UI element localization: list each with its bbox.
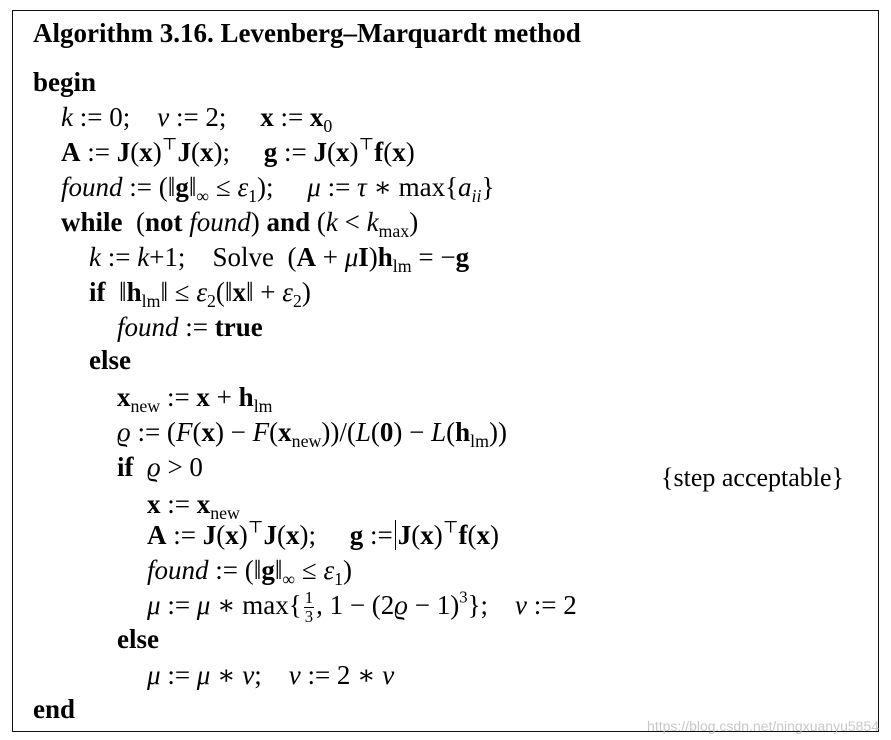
- line-end: [33, 693, 75, 725]
- line-if-stop: if $‖h_{lm}‖$ ≤ $\varepsilon_2(‖x‖ + \varepsilon_2)$: [89, 277, 311, 312]
- line-gain-ratio: ϱ := $(F(x) - F(x_{new}))/(L(0) - L(h_{lm}))$: [117, 417, 507, 452]
- line-x-new: $x_{new}$ := $x + h_{lm}$: [117, 382, 273, 417]
- keyword-true: true: [214, 312, 263, 342]
- word-max: max: [398, 172, 446, 202]
- line-else-outer: [89, 344, 131, 376]
- keyword-if: if: [117, 452, 134, 482]
- fraction-one-third: $\frac{1}{3}$: [304, 588, 314, 626]
- line-x-update: x := $x_{new}$: [147, 489, 240, 524]
- line-begin: [33, 66, 96, 98]
- keyword-while: while: [61, 207, 123, 237]
- word-found: found: [117, 312, 179, 342]
- keyword-else: else: [89, 345, 131, 375]
- watermark: https://blog.csdn.net/ningxuanyu5854: [647, 718, 879, 734]
- line-while: while (not found) and $(k < k_{max})$: [61, 207, 419, 242]
- keyword-else: else: [117, 624, 159, 654]
- line-init-k-nu-x: k := 0; ν := 2; x := $x_0$: [61, 102, 333, 137]
- line-else-inner: [117, 623, 159, 655]
- word-solve: Solve: [212, 242, 274, 272]
- keyword-end: end: [33, 694, 76, 724]
- line-found-true: found := true: [117, 312, 263, 342]
- algorithm-title: Algorithm 3.16. Levenberg–Marquardt method: [33, 18, 581, 48]
- algorithm-box: [12, 10, 879, 732]
- keyword-not: not: [145, 207, 183, 237]
- keyword-and: and: [266, 207, 311, 237]
- line-if-rho: if ϱ > 0: [117, 452, 203, 482]
- keyword-begin: begin: [33, 67, 97, 97]
- word-found: found: [189, 207, 251, 237]
- line-mu-nu-reject: μ := μ ∗ ν; ν := 2 ∗ ν: [147, 660, 395, 690]
- line-solve: k := k+1; Solve $(A + \mu I)h_{lm} = -g$: [89, 242, 470, 277]
- line-init-A-g: A := J(x)⊤J(x); g := J(x)⊤f(x): [61, 134, 415, 167]
- line-found-update: found := $(‖g‖_\infty \le \varepsilon_1)$: [147, 555, 352, 590]
- word-found: found: [61, 172, 123, 202]
- line-init-found-mu: found := $(‖g‖_\infty \le \varepsilon_1)$; μ := τ ∗ $\max\{a_{ii}\}$: [61, 172, 495, 207]
- word-found: found: [147, 555, 209, 585]
- word-max: max: [242, 590, 289, 621]
- line-mu-update: μ := μ ∗ max{ $\frac{1}{3}$ , $1 - (2ϱ - 1)^3$}; ν := 2: [147, 587, 577, 626]
- line-A-g-update: A := J(x)⊤J(x); g := J(x)⊤f(x): [147, 517, 499, 550]
- text-cursor: [395, 520, 396, 550]
- comment-step-acceptable: {step acceptable}: [661, 463, 845, 492]
- keyword-if: if: [89, 277, 106, 307]
